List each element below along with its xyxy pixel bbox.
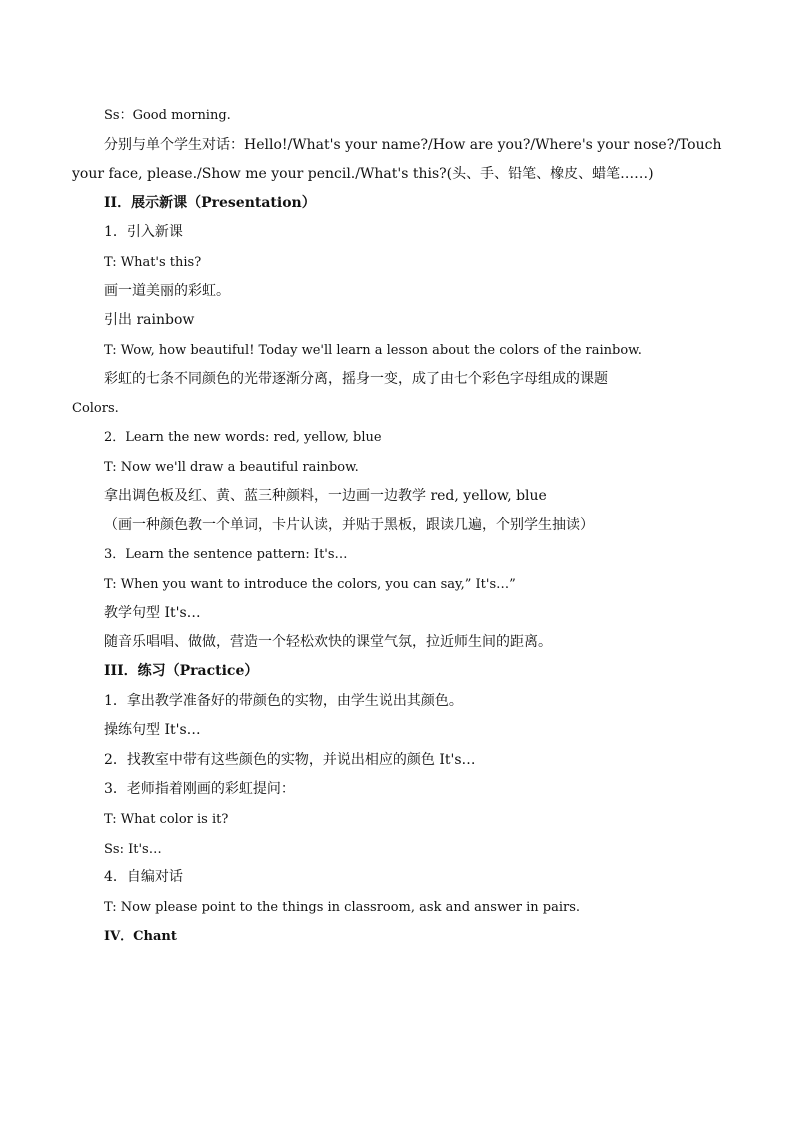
text-line: 1．引入新课 bbox=[104, 224, 183, 240]
text-line: 2．找教室中带有这些颜色的实物，并说出相应的颜色 It's… bbox=[104, 752, 476, 768]
text-line: （画一种颜色教一个单词，卡片认读，并贴于黑板，跟读几遍，个别学生抽读） bbox=[104, 517, 594, 533]
text-line: T: What's this? bbox=[104, 255, 202, 270]
text-line: T: Wow, how beautiful! Today we'll learn a lesson about the colors of the rainbow. bbox=[104, 343, 642, 358]
text-line: 操练句型 It's… bbox=[104, 722, 201, 738]
text-line: T: Now please point to the things in classroom, ask and answer in pairs. bbox=[104, 900, 581, 915]
text-line: 4．自编对话 bbox=[104, 869, 183, 885]
text-line: 教学句型 It's… bbox=[104, 605, 201, 621]
text-line: 拿出调色板及红、黄、蓝三种颜料，一边画一边教学 red, yellow, blue bbox=[104, 488, 547, 504]
text-line: 3．Learn the sentence pattern: It's… bbox=[104, 547, 348, 562]
text-line: 引出 rainbow bbox=[104, 312, 195, 328]
text-line: 3．老师指着刚画的彩虹提问： bbox=[104, 781, 295, 797]
text-line: your face, please./Show me your pencil./What's this?(头、手、铅笔、橡皮、蜡笔……) bbox=[72, 166, 654, 182]
text-line: T: Now we'll draw a beautiful rainbow. bbox=[104, 460, 359, 475]
text-line: T: When you want to introduce the colors, you can say,” It's…” bbox=[104, 577, 516, 592]
text-line: 彩虹的七条不同颜色的光带逐渐分离，摇身一变，成了由七个彩色字母组成的课题 bbox=[104, 371, 608, 387]
section-heading: IV．Chant bbox=[104, 929, 177, 944]
text-line: Ss：Good morning. bbox=[104, 108, 231, 123]
text-line: T: What color is it? bbox=[104, 812, 229, 827]
text-line: 1．拿出教学准备好的带颜色的实物，由学生说出其颜色。 bbox=[104, 693, 463, 709]
text-line: Colors. bbox=[72, 401, 119, 416]
text-line: 随音乐唱唱、做做，营造一个轻松欢快的课堂气氛，拉近师生间的距离。 bbox=[104, 634, 552, 650]
text-line: 分别与单个学生对话：Hello!/What's your name?/How are you?/Where's your nose?/Touch bbox=[104, 137, 722, 153]
text-line: 画一道美丽的彩虹。 bbox=[104, 283, 230, 299]
section-heading: III．练习（Practice） bbox=[104, 663, 259, 679]
text-line: 2．Learn the new words: red, yellow, blue bbox=[104, 430, 382, 445]
section-heading: II．展示新课（Presentation） bbox=[104, 195, 316, 211]
text-line: Ss: It's… bbox=[104, 842, 162, 857]
